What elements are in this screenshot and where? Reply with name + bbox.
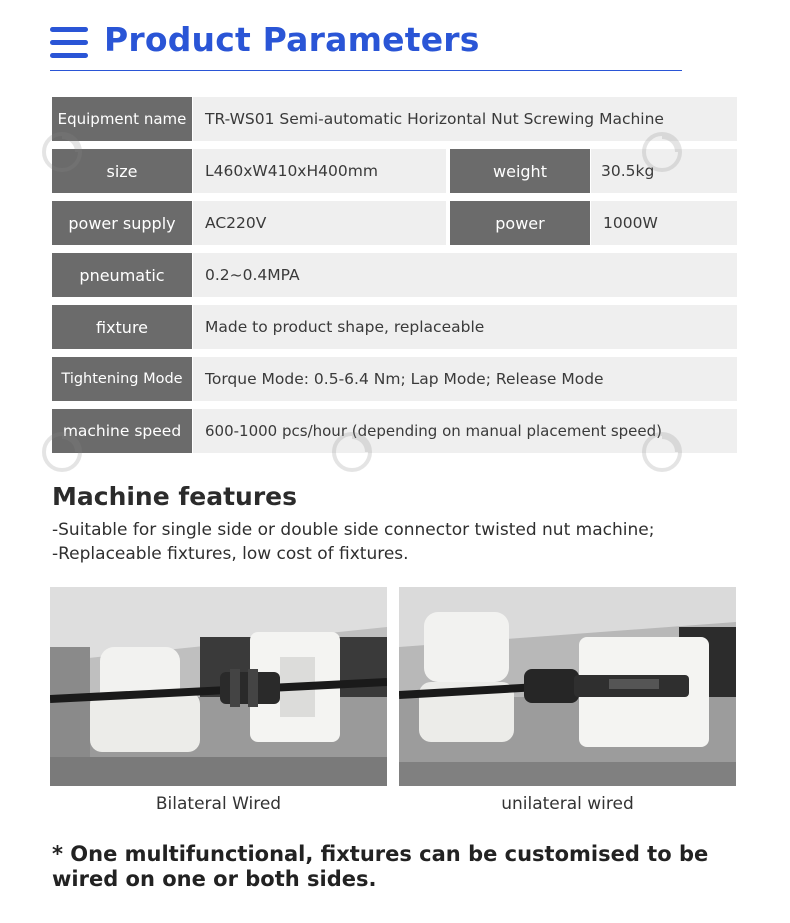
param-label: pneumatic: [52, 253, 192, 297]
param-value: L460xW410xH400mm: [193, 149, 446, 193]
param-label: power: [450, 201, 590, 245]
param-label: power supply: [52, 201, 192, 245]
page-title: Product Parameters: [104, 20, 480, 59]
param-label: fixture: [52, 305, 192, 349]
photo-caption: unilateral wired: [501, 794, 634, 814]
page-header: [50, 20, 682, 72]
param-label: Equipment name: [52, 97, 192, 141]
param-row-power-supply: [52, 201, 737, 245]
param-value: 0.2~0.4MPA: [193, 253, 737, 297]
param-row-machine-speed: [52, 409, 737, 453]
feature-line: -Suitable for single side or double side connector twisted nut machine;: [52, 520, 655, 540]
param-row-tightening-mode: [52, 357, 737, 401]
photo-caption: Bilateral Wired: [155, 794, 282, 814]
param-value: 30.5kg: [591, 149, 737, 193]
param-value: Made to product shape, replaceable: [193, 305, 737, 349]
menu-icon: [50, 27, 88, 59]
param-row-pneumatic: [52, 253, 737, 297]
param-value: Torque Mode: 0.5-6.4 Nm; Lap Mode; Release Mode: [193, 357, 737, 401]
param-value: TR-WS01 Semi-automatic Horizontal Nut Screwing Machine: [193, 97, 737, 141]
title-divider: [50, 70, 682, 71]
param-label: weight: [450, 149, 590, 193]
param-value: 600-1000 pcs/hour (depending on manual placement speed): [193, 409, 737, 453]
photo-unilateral-wired: [399, 587, 736, 786]
photo-bilateral-wired: [50, 587, 387, 786]
param-row-equipment-name: [52, 97, 737, 141]
param-label: Tightening Mode: [52, 357, 192, 401]
param-value: AC220V: [193, 201, 446, 245]
footer-note: * One multifunctional, fixtures can be customised to be wired on one or both sides.: [52, 842, 709, 891]
feature-line: -Replaceable fixtures, low cost of fixtures.: [52, 544, 409, 564]
param-label: size: [52, 149, 192, 193]
param-label: machine speed: [52, 409, 192, 453]
param-row-size: [52, 149, 737, 193]
param-row-fixture: [52, 305, 737, 349]
param-value: 1000W: [591, 201, 737, 245]
features-title: Machine features: [52, 482, 298, 511]
